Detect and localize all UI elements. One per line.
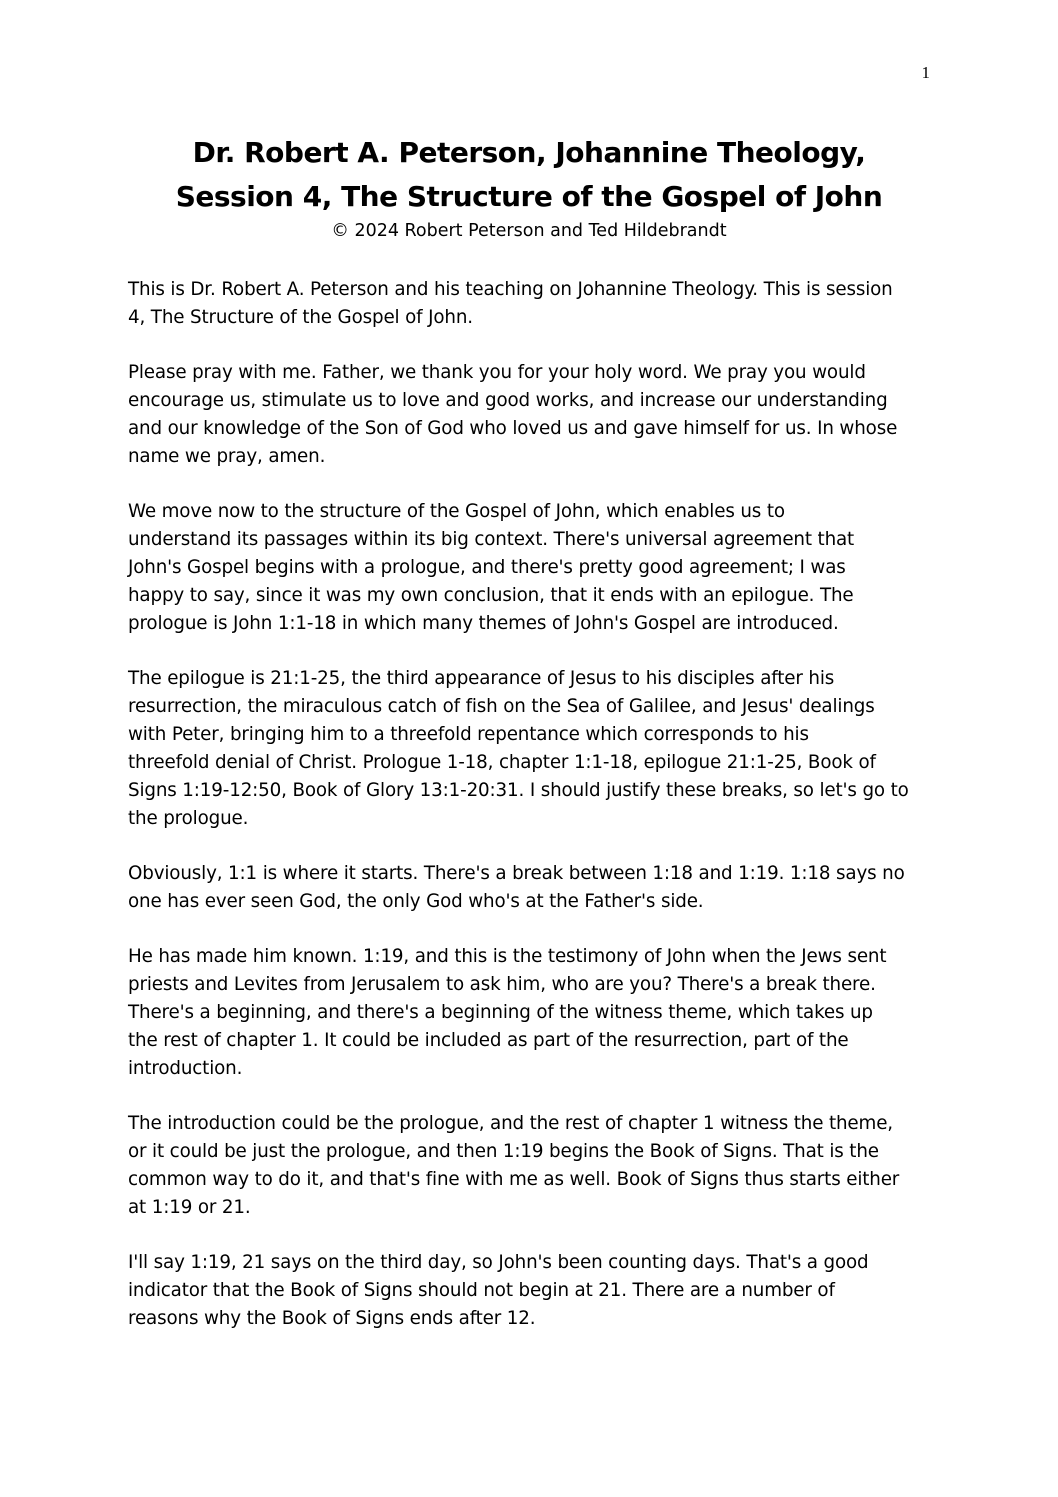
title-line: Dr. Robert A. Peterson, Johannine Theology,	[192, 136, 866, 169]
paragraph-line: John's Gospel begins with a prologue, and there's pretty good agreement; I was	[128, 557, 846, 578]
paragraph	[128, 1249, 936, 1333]
paragraph-line: This is Dr. Robert A. Peterson and his teaching on Johannine Theology. This is session	[128, 279, 893, 300]
paragraph-line: prologue is John 1:1-18 in which many themes of John's Gospel are introduced.	[128, 613, 839, 634]
page-number: 1	[921, 63, 930, 82]
paragraph-line: name we pray, amen.	[128, 446, 326, 467]
paragraph-line: The epilogue is 21:1-25, the third appearance of Jesus to his disciples after his	[128, 668, 835, 689]
paragraph-line: and our knowledge of the Son of God who loved us and gave himself for us. In whose	[128, 418, 898, 439]
paragraph-line: understand its passages within its big context. There's universal agreement that	[128, 529, 855, 550]
paragraph	[128, 860, 936, 916]
paragraph	[128, 359, 936, 471]
copyright-notice: © 2024 Robert Peterson and Ted Hildebrandt	[331, 221, 727, 241]
paragraph-line: He has made him known. 1:19, and this is the testimony of John when the Jews sent	[128, 946, 887, 967]
title-block	[128, 131, 930, 243]
paragraph-line: We move now to the structure of the Gospel of John, which enables us to	[128, 501, 785, 522]
paragraph-line: Please pray with me. Father, we thank you for your holy word. We pray you would	[128, 362, 866, 383]
paragraph-line: threefold denial of Christ. Prologue 1-18, chapter 1:1-18, epilogue 21:1-25, Book of	[128, 752, 876, 773]
paragraph-line: reasons why the Book of Signs ends after 12.	[128, 1308, 536, 1329]
paragraph-line: at 1:19 or 21.	[128, 1197, 251, 1218]
paragraph	[128, 665, 936, 833]
paragraph	[128, 943, 936, 1083]
paragraph-line: Obviously, 1:1 is where it starts. There's a break between 1:18 and 1:19. 1:18 says no	[128, 863, 905, 884]
paragraph-line: resurrection, the miraculous catch of fish on the Sea of Galilee, and Jesus' dealings	[128, 696, 875, 717]
paragraph	[128, 1110, 936, 1222]
paragraph-line: encourage us, stimulate us to love and good works, and increase our understanding	[128, 390, 888, 411]
paragraph-line: or it could be just the prologue, and then 1:19 begins the Book of Signs. That is the	[128, 1141, 879, 1162]
paragraph-line: the prologue.	[128, 808, 249, 829]
paragraph-line: Signs 1:19-12:50, Book of Glory 13:1-20:31. I should justify these breaks, so let's go to	[128, 780, 909, 801]
paragraph-line: one has ever seen God, the only God who's at the Father's side.	[128, 891, 704, 912]
paragraph-line: I'll say 1:19, 21 says on the third day, so John's been counting days. That's a good	[128, 1252, 869, 1273]
paragraph-line: introduction.	[128, 1058, 243, 1079]
paragraph-line: priests and Levites from Jerusalem to ask him, who are you? There's a break there.	[128, 974, 876, 995]
paragraph-line: happy to say, since it was my own conclusion, that it ends with an epilogue. The	[128, 585, 854, 606]
title-line: Session 4, The Structure of the Gospel of John	[175, 180, 883, 213]
paragraph	[128, 498, 936, 638]
paragraph-line: indicator that the Book of Signs should not begin at 21. There are a number of	[128, 1280, 835, 1301]
paragraph-line: common way to do it, and that's fine with me as well. Book of Signs thus starts either	[128, 1169, 900, 1190]
paragraph-line: the rest of chapter 1. It could be included as part of the resurrection, part of the	[128, 1030, 849, 1051]
body-text	[128, 276, 936, 1360]
paragraph	[128, 276, 936, 332]
paragraph-line: The introduction could be the prologue, and the rest of chapter 1 witness the theme,	[128, 1113, 893, 1134]
paragraph-line: There's a beginning, and there's a beginning of the witness theme, which takes up	[128, 1002, 873, 1023]
paragraph-line: with Peter, bringing him to a threefold repentance which corresponds to his	[128, 724, 809, 745]
paragraph-line: 4, The Structure of the Gospel of John.	[128, 307, 473, 328]
